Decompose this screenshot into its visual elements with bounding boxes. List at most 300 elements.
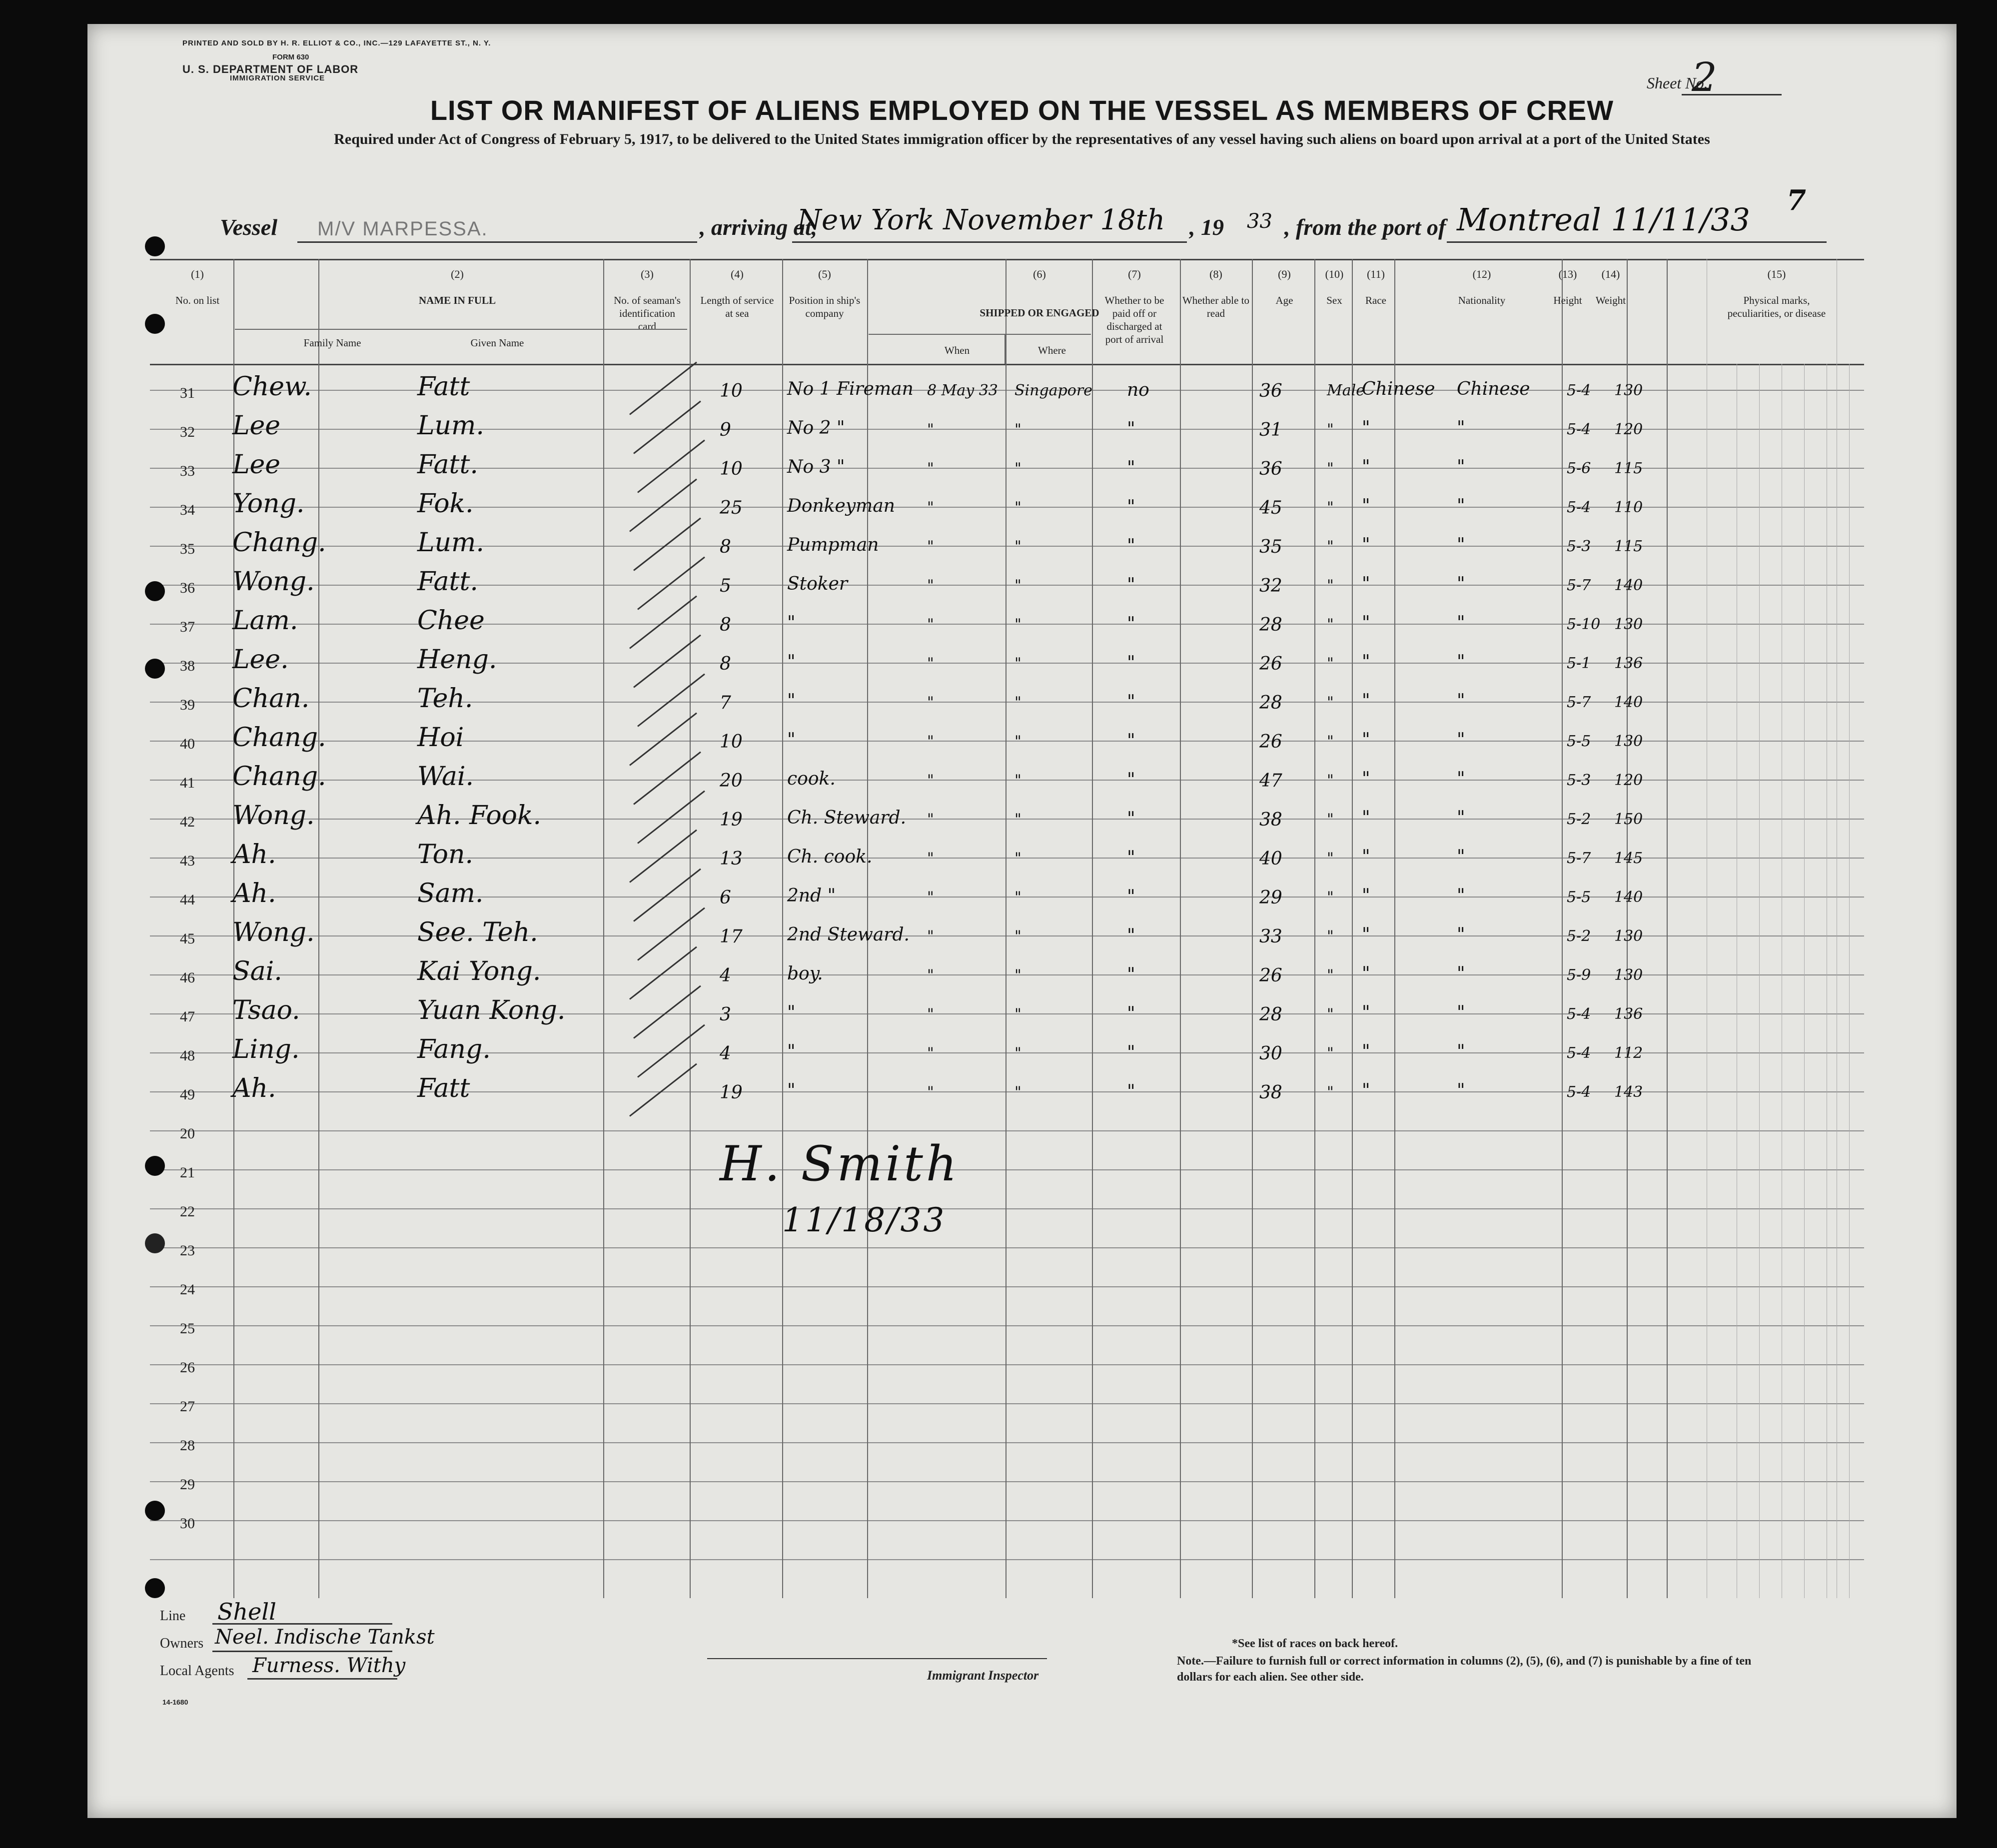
column-header: Position in ship's company: [789, 294, 861, 319]
shipped-where: ": [1014, 733, 1021, 750]
shipped-when: ": [927, 966, 934, 984]
column-subheader: When: [944, 344, 970, 356]
family-name: Wong.: [232, 567, 315, 597]
paid-off: ": [1127, 692, 1135, 712]
id-card-slash: [637, 1024, 705, 1078]
row-number: 47: [180, 1008, 195, 1025]
column-number: (13): [1558, 268, 1577, 280]
nationality: ": [1457, 418, 1465, 438]
from-underline: [1447, 241, 1827, 243]
sex: ": [1327, 1044, 1334, 1062]
age: 35: [1259, 537, 1282, 557]
row-number: 44: [180, 892, 195, 908]
nationality: ": [1457, 652, 1465, 672]
page-subtitle: Required under Act of Congress of February 5, 1917, to be delivered to the United States immigration officer by the representatives of any vessel having such aliens on board upon arrival at a port of the United States: [334, 131, 1710, 147]
row-rule: [150, 935, 1864, 936]
paid-off: no: [1127, 380, 1149, 400]
shipped-when: ": [927, 1083, 934, 1101]
manifest-sheet: [87, 24, 1957, 1818]
sex: ": [1327, 927, 1334, 945]
shipped-when: ": [927, 577, 934, 594]
department-name: U. S. DEPARTMENT OF LABOR: [182, 63, 359, 75]
shipped-where: ": [1014, 1083, 1021, 1101]
weight: 130: [1614, 966, 1643, 984]
service-years: 8: [720, 654, 731, 674]
row-rule: [150, 1052, 1864, 1053]
weight: 130: [1614, 927, 1643, 945]
paid-off: ": [1127, 458, 1135, 478]
height: 5-9: [1567, 966, 1591, 984]
column-header: Physical marks, peculiarities, or disease: [1727, 294, 1826, 319]
year-value: 33: [1247, 210, 1272, 233]
given-name: Yuan Kong.: [417, 995, 566, 1025]
age: 38: [1259, 810, 1282, 830]
shipped-split-rule: [1004, 334, 1005, 364]
sex: ": [1327, 538, 1334, 555]
race: ": [1362, 886, 1370, 906]
signature-name: H. Smith: [720, 1136, 960, 1192]
given-name: Chee: [417, 606, 485, 636]
age: 32: [1259, 576, 1282, 596]
service-years: 4: [720, 965, 731, 986]
vessel-label: Vessel: [220, 214, 277, 240]
height: 5-7: [1567, 850, 1591, 867]
height: 5-4: [1567, 1005, 1591, 1023]
weight: 120: [1614, 421, 1643, 438]
height: 5-1: [1567, 655, 1591, 672]
row-number: 38: [180, 658, 195, 674]
age: 26: [1259, 965, 1282, 986]
row-number: 33: [180, 463, 195, 479]
signature-date: 11/18/33: [782, 1201, 947, 1239]
column-number: (14): [1601, 268, 1620, 280]
height: 5-4: [1567, 499, 1591, 516]
owners-value: Neel. Indische Tankst: [215, 1626, 435, 1649]
given-name: Ah. Fook.: [417, 801, 541, 831]
family-name: Tsao.: [232, 995, 300, 1025]
row-rule: [150, 1247, 1864, 1248]
row-rule: [150, 585, 1864, 586]
inspector-label: Immigrant Inspector: [927, 1668, 1039, 1683]
column-header: Sex: [1326, 294, 1342, 306]
paid-off: ": [1127, 575, 1135, 595]
column-rule: [782, 259, 783, 1598]
paid-off: ": [1127, 848, 1135, 868]
shipped-when: ": [927, 811, 934, 828]
table-header-rule: [150, 364, 1864, 365]
weight: 120: [1614, 772, 1643, 789]
nationality: ": [1457, 535, 1465, 555]
column-number: (15): [1767, 268, 1786, 280]
column-rule: [1352, 259, 1353, 1598]
row-rule: [150, 897, 1864, 898]
row-rule: [150, 468, 1864, 469]
page-title: LIST OR MANIFEST OF ALIENS EMPLOYED ON THE VESSEL AS MEMBERS OF CREW: [430, 94, 1614, 126]
row-number: 45: [180, 930, 195, 947]
race: ": [1362, 1002, 1370, 1023]
given-name: Lum.: [417, 528, 484, 558]
column-header: NAME IN FULL: [418, 294, 496, 306]
local-agents-value: Furness. Withy: [252, 1654, 406, 1677]
weight: 130: [1614, 733, 1643, 750]
paid-off: ": [1127, 964, 1135, 985]
height: 5-4: [1567, 421, 1591, 438]
binding-hole: [145, 1233, 165, 1253]
service-name: IMMIGRATION SERVICE: [230, 74, 325, 82]
weight: 115: [1614, 460, 1643, 477]
height: 5-2: [1567, 811, 1591, 828]
id-card-slash: [633, 752, 701, 805]
nationality: ": [1457, 1002, 1465, 1023]
sheet-number: 2: [1692, 54, 1717, 100]
shipped-when: ": [927, 421, 934, 438]
sex: ": [1327, 889, 1334, 906]
weight: 143: [1614, 1083, 1643, 1101]
arriving-underline: [792, 241, 1187, 243]
sex: ": [1327, 616, 1334, 633]
weight: 140: [1614, 889, 1643, 906]
sex: ": [1327, 811, 1334, 828]
row-number: 21: [180, 1164, 195, 1181]
race: ": [1362, 730, 1370, 750]
form-number: FORM 630: [272, 53, 309, 61]
race: ": [1362, 1041, 1370, 1062]
given-name: Ton.: [417, 840, 473, 870]
given-name: Wai.: [417, 762, 474, 792]
height: 5-4: [1567, 1044, 1591, 1062]
age: 28: [1259, 615, 1282, 635]
sex: ": [1327, 694, 1334, 711]
sex: ": [1327, 655, 1334, 672]
service-years: 19: [720, 1082, 743, 1103]
nationality: ": [1457, 1041, 1465, 1062]
id-card-slash: [629, 713, 697, 766]
row-number: 41: [180, 775, 195, 791]
shipped-where: ": [1014, 1005, 1021, 1023]
shipped-group-rule: [869, 334, 1091, 335]
height: 5-4: [1567, 382, 1591, 399]
owners-underline: [212, 1651, 392, 1652]
age: 29: [1259, 888, 1282, 908]
id-card-slash: [629, 1063, 697, 1117]
row-number: 40: [180, 736, 195, 752]
family-name: Yong.: [232, 489, 305, 519]
service-years: 10: [720, 732, 743, 752]
vessel-name: M/V MARPESSA.: [317, 218, 488, 240]
family-name: Lee.: [232, 645, 289, 675]
row-rule: [150, 1169, 1864, 1170]
age: 26: [1259, 654, 1282, 674]
row-number: 20: [180, 1125, 195, 1142]
shipped-when: ": [927, 1044, 934, 1062]
row-rule: [150, 390, 1864, 391]
column-number: (4): [731, 268, 744, 280]
service-years: 5: [720, 576, 731, 596]
row-number: 22: [180, 1203, 195, 1220]
shipped-when: ": [927, 499, 934, 516]
id-card-slash: [633, 985, 701, 1039]
column-number: (1): [191, 268, 204, 280]
local-agents-label: Local Agents: [160, 1663, 234, 1679]
service-years: 17: [720, 926, 743, 947]
age: 28: [1259, 693, 1282, 713]
shipped-where: ": [1014, 772, 1021, 789]
weight: 115: [1614, 538, 1643, 555]
service-years: 4: [720, 1043, 731, 1064]
weight: 150: [1614, 811, 1643, 828]
column-header: Height: [1553, 294, 1582, 306]
family-name: Chan.: [232, 684, 310, 714]
nationality: ": [1457, 730, 1465, 750]
paid-off: ": [1127, 731, 1135, 751]
column-number: (7): [1128, 268, 1141, 280]
position: 2nd ": [787, 886, 836, 906]
family-name: Ah.: [232, 1073, 276, 1103]
service-years: 19: [720, 810, 743, 830]
position: Stoker: [787, 574, 848, 594]
column-subheader: Family Name: [303, 337, 361, 349]
race: Chinese: [1362, 379, 1435, 399]
row-rule: [150, 663, 1864, 664]
shipped-when: ": [927, 694, 934, 711]
row-number: 23: [180, 1242, 195, 1259]
column-rule: [1314, 259, 1315, 1598]
id-card-slash: [637, 557, 705, 610]
sex: Male: [1327, 382, 1365, 399]
nationality: ": [1457, 457, 1465, 477]
position: No 1 Fireman: [787, 379, 914, 399]
nationality: ": [1457, 1080, 1465, 1101]
failure-note: Note.—Failure to furnish full or correct information in columns (2), (5), (6), and (7) is punishable by a fine of ten dollars for each alien. See other side.: [1177, 1655, 1752, 1684]
family-name: Wong.: [232, 801, 315, 831]
nationality: Chinese: [1457, 379, 1530, 399]
row-rule: [150, 429, 1864, 430]
shipped-when: ": [927, 655, 934, 672]
row-rule: [150, 1481, 1864, 1482]
column-number: (5): [818, 268, 831, 280]
line-underline: [212, 1623, 392, 1625]
sex: ": [1327, 1005, 1334, 1023]
id-card-slash: [637, 791, 705, 844]
position: ": [787, 691, 796, 711]
sex: ": [1327, 850, 1334, 867]
age: 36: [1259, 381, 1282, 401]
column-header: Nationality: [1458, 294, 1506, 306]
age: 31: [1259, 420, 1282, 440]
row-rule: [150, 507, 1864, 508]
paid-off: ": [1127, 1081, 1135, 1102]
column-number: (10): [1325, 268, 1344, 280]
row-number: 35: [180, 541, 195, 557]
table-top-rule: [150, 259, 1864, 260]
position: ": [787, 652, 796, 672]
sheet-label: Sheet No.: [1647, 74, 1708, 92]
column-header: Weight: [1595, 294, 1626, 306]
weight: 145: [1614, 850, 1643, 867]
year-label: , 19: [1189, 214, 1224, 240]
height: 5-6: [1567, 460, 1591, 477]
shipped-where: ": [1014, 460, 1021, 477]
given-name: Heng.: [417, 645, 497, 675]
position: Ch. Steward.: [787, 808, 907, 828]
column-header: Age: [1275, 294, 1293, 306]
age: 40: [1259, 849, 1282, 869]
family-name: Ling.: [232, 1034, 300, 1064]
column-header: Race: [1365, 294, 1386, 306]
row-rule: [150, 819, 1864, 820]
name-group-rule: [235, 329, 687, 330]
line-label: Line: [160, 1608, 186, 1624]
shipped-where: ": [1014, 811, 1021, 828]
row-rule: [150, 1013, 1864, 1014]
nationality: ": [1457, 886, 1465, 906]
shipped-when: ": [927, 850, 934, 867]
race: ": [1362, 652, 1370, 672]
row-number: 37: [180, 619, 195, 635]
age: 30: [1259, 1043, 1282, 1064]
service-years: 8: [720, 615, 731, 635]
shipped-where: ": [1014, 1044, 1021, 1062]
local-agents-underline: [247, 1678, 397, 1680]
row-rule: [150, 858, 1864, 859]
row-rule: [150, 1559, 1864, 1560]
id-card-slash: [629, 830, 697, 883]
id-card-slash: [629, 362, 697, 415]
sex: ": [1327, 460, 1334, 477]
row-number: 24: [180, 1281, 195, 1298]
race: ": [1362, 924, 1370, 945]
row-number: 34: [180, 502, 195, 518]
shipped-when: 8 May 33: [927, 382, 998, 399]
nationality: ": [1457, 847, 1465, 867]
column-header: No. of seaman's identification card: [614, 294, 681, 332]
id-card-slash: [637, 674, 705, 727]
row-number: 31: [180, 385, 195, 401]
race: ": [1362, 847, 1370, 867]
family-name: Lee: [232, 450, 281, 480]
paid-off: ": [1127, 809, 1135, 829]
race: ": [1362, 535, 1370, 555]
family-name: Ah.: [232, 840, 276, 870]
column-number: (6): [1033, 268, 1046, 280]
from-value: Montreal 11/11/33: [1457, 201, 1750, 238]
row-rule: [150, 1364, 1864, 1365]
column-rule: [1394, 259, 1395, 1598]
given-name: Fatt: [417, 1073, 470, 1103]
column-header: No. on list: [175, 294, 220, 306]
family-name: Chang.: [232, 762, 326, 792]
service-years: 8: [720, 537, 731, 557]
id-card-slash: [633, 869, 701, 922]
shipped-when: ": [927, 733, 934, 750]
given-name: Fang.: [417, 1034, 491, 1064]
row-rule: [150, 624, 1864, 625]
age: 36: [1259, 459, 1282, 479]
row-number: 46: [180, 969, 195, 986]
nationality: ": [1457, 613, 1465, 633]
race: ": [1362, 963, 1370, 984]
height: 5-5: [1567, 733, 1591, 750]
binding-hole: [145, 659, 165, 679]
given-name: Sam.: [417, 879, 484, 909]
service-years: 3: [720, 1004, 731, 1025]
column-subheader: Given Name: [470, 337, 524, 349]
weight: 112: [1614, 1044, 1643, 1062]
row-number: 32: [180, 424, 195, 440]
nationality: ": [1457, 574, 1465, 594]
id-card-slash: [637, 908, 705, 961]
line-value: Shell: [217, 1598, 276, 1625]
row-number: 43: [180, 853, 195, 869]
races-note: *See list of races on back hereof.: [1232, 1637, 1398, 1650]
paid-off: ": [1127, 497, 1135, 517]
sex: ": [1327, 966, 1334, 984]
height: 5-7: [1567, 694, 1591, 711]
family-name: Lam.: [232, 606, 298, 636]
shipped-where: ": [1014, 538, 1021, 555]
form-code: 14-1680: [162, 1698, 188, 1706]
row-number: 30: [180, 1515, 195, 1532]
family-name: Ah.: [232, 879, 276, 909]
paid-off: ": [1127, 536, 1135, 556]
column-rule: [1667, 259, 1668, 1598]
column-number: (11): [1367, 268, 1385, 280]
height: 5-10: [1567, 616, 1601, 633]
service-years: 13: [720, 849, 743, 869]
binding-hole: [145, 1501, 165, 1521]
race: ": [1362, 496, 1370, 516]
column-rule: [1180, 259, 1181, 1598]
age: 47: [1259, 771, 1282, 791]
race: ": [1362, 769, 1370, 789]
shipped-where: Singapore: [1014, 382, 1092, 399]
column-rule: [1092, 259, 1093, 1598]
position: ": [787, 730, 796, 750]
column-rule: [1252, 259, 1253, 1598]
position: ": [787, 613, 796, 633]
column-number: (2): [451, 268, 464, 280]
column-number: (3): [641, 268, 654, 280]
position: Donkeyman: [787, 496, 895, 516]
paid-off: ": [1127, 887, 1135, 907]
id-card-slash: [637, 440, 705, 493]
from-label: , from the port of: [1284, 214, 1446, 240]
shipped-where: ": [1014, 927, 1021, 945]
paid-off: ": [1127, 1003, 1135, 1024]
row-number: 42: [180, 814, 195, 830]
row-rule: [150, 1403, 1864, 1404]
row-rule: [150, 702, 1864, 703]
shipped-where: ": [1014, 421, 1021, 438]
shipped-when: ": [927, 772, 934, 789]
row-rule: [150, 1442, 1864, 1443]
binding-hole: [145, 1156, 165, 1176]
service-years: 10: [720, 381, 743, 401]
arriving-label: , arriving at,: [700, 214, 818, 240]
race: ": [1362, 1080, 1370, 1101]
given-name: See. Teh.: [417, 918, 538, 947]
binding-hole: [145, 581, 165, 601]
grid-column-rule: [1804, 364, 1805, 1598]
weight: 140: [1614, 694, 1643, 711]
weight: 136: [1614, 655, 1643, 672]
sex: ": [1327, 1083, 1334, 1101]
height: 5-7: [1567, 577, 1591, 594]
row-number: 28: [180, 1437, 195, 1454]
age: 45: [1259, 498, 1282, 518]
paid-off: ": [1127, 1042, 1135, 1063]
age: 28: [1259, 1004, 1282, 1025]
